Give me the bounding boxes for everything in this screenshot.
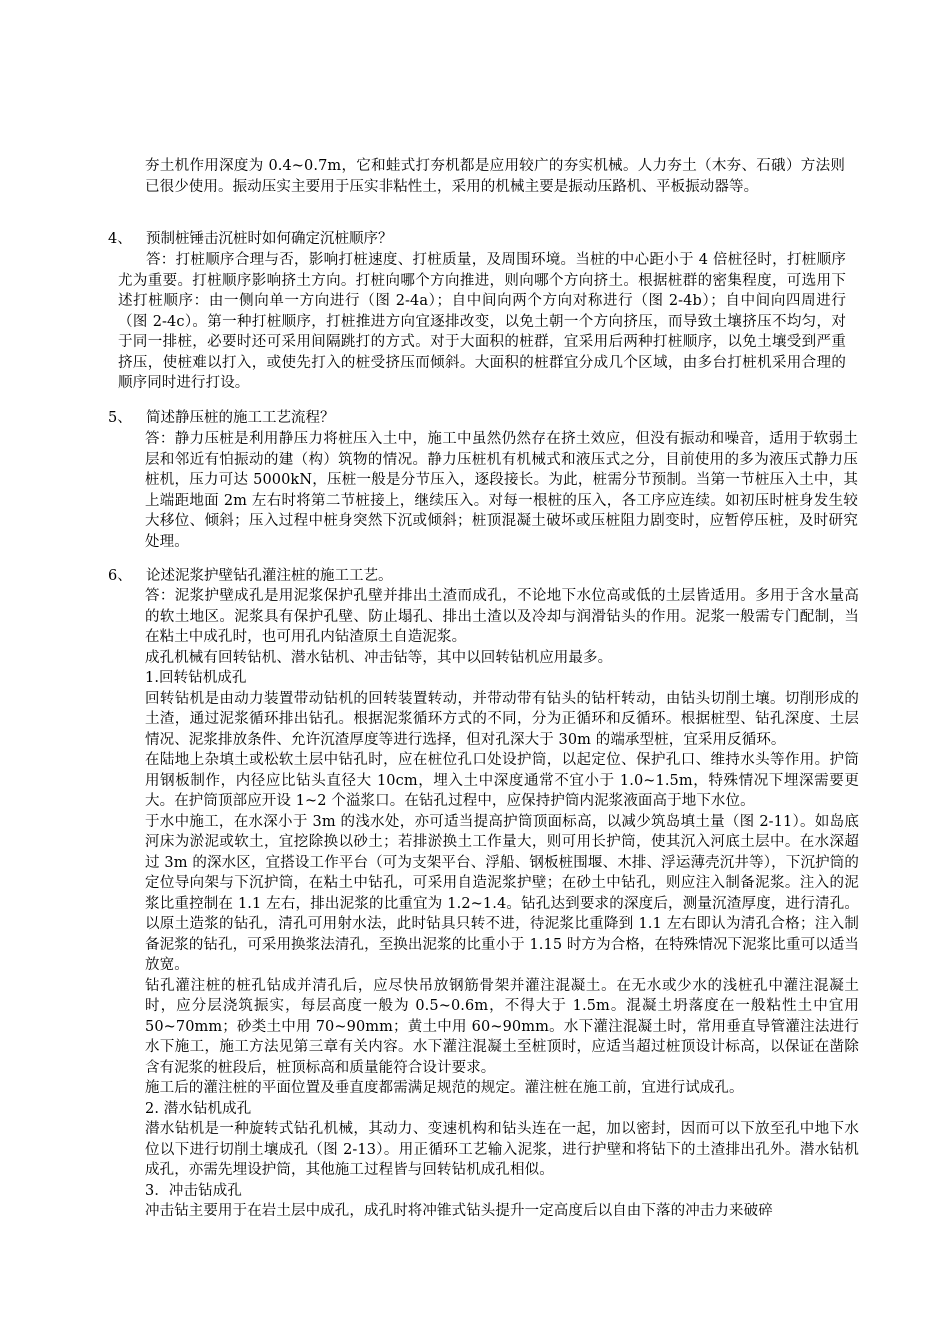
question-4-answer [118, 250, 846, 394]
question-6-answer [145, 586, 859, 1222]
answer-paragraph: 施工后的灌注桩的平面位置及垂直度都需满足规范的规定。灌注桩在施工前，宜进行试成孔。 [145, 1080, 744, 1096]
question-number: 4、 [108, 231, 132, 247]
section-heading: 3．冲击钻成孔 [145, 1182, 242, 1199]
answer-paragraph: 回转钻机是由动力装置带动钻机的回转装置转动，并带动带有钻头的钻杆转动，由钻头切削土壤。切削形成的土渣，通过泥浆循环排出钻孔。根据泥浆循环方式的不同，分为正循环和反循环。根据桩型、钻孔深度、土层情况、泥浆排放条件、允许沉渣厚度等进行选择，但对孔深大于 30m 的端承型桩，宜采用反循环。 [145, 690, 859, 748]
question-number: 6、 [108, 568, 132, 584]
question-title: 简述静压桩的施工工艺流程？ [146, 410, 335, 426]
intro-paragraph: 夯土机作用深度为 0.4~0.7m，它和蛙式打夯机都是应用较广的夯实机械。人力夯土（木夯、石硪）方法则已很少使用。振动压实主要用于压实非粘性土，采用的机械主要是振动压路机、平板振动器等。 [145, 158, 845, 195]
answer-paragraph: 答：静力压桩是利用静压力将桩压入土中，施工中虽然仍然存在挤土效应，但没有振动和噪音，适用于软弱土层和邻近有怕振动的建（构）筑物的情况。静力压桩机有机械式和液压式之分，目前使用的多为液压式静力压桩机，压力可达 5000kN，压桩一般是分节压入，逐段接长。为此，桩需分节预制。当第一节桩压入土中，其上端距地面 2m 左右时将第二节桩接上，继续压入。对每一根桩的压入，各工序应连续。如初压时桩身发生较大移位、倾斜；压入过程中桩身突然下沉或倾斜；桩顶混凝土破坏或压桩阻力剧变时，应暂停压桩，及时研究处理。 [145, 431, 858, 550]
answer-paragraph: 成孔机械有回转钻机、潜水钻机、冲击钻等，其中以回转钻机应用最多。 [145, 649, 613, 666]
answer-paragraph: 答：打桩顺序合理与否，影响打桩速度、打桩质量，及周围环境。当桩的中心距小于 4 倍桩径时，打桩顺序尤为重要。打桩顺序影响挤土方向。打桩向哪个方向推进，则向哪个方向挤土。根据桩群的密集程度，可选用下述打桩顺序：由一侧向单一方向进行（图 2-4a）；自中间向两个方向对称进行（图 2-4b）；自中间向四周进行（图 2-4c）。第一种打桩顺序，打桩推进方向宜逐排改变，以免土朝一个方向挤压，而导致土壤挤压不均匀，对于同一排桩，必要时还可采用间隔跳打的方式。对于大面积的桩群，宜采用后两种打桩顺序，以免土壤受到严重挤压，使桩难以打入，或使先打入的桩受挤压而倾斜。大面积的桩群宜分成几个区域，由多台打桩机采用合理的顺序同时进行打设。 [118, 252, 846, 391]
question-4-heading [108, 229, 393, 250]
question-5-answer [145, 429, 858, 552]
answer-paragraph: 在陆地上杂填土或松软土层中钻孔时，应在桩位孔口处设护筒，以起定位、保护孔口、维持水头等作用。护筒用钢板制作，内径应比钻头直径大 10cm，埋入土中深度通常不宜小于 1.0~1.5m，特殊情况下埋深需要更大。在护筒顶部应开设 1~2 个溢浆口。在钻孔过程中，应保持护筒内泥浆液面高于地下水位。 [145, 752, 859, 809]
question-title: 预制桩锤击沉桩时如何确定沉桩顺序？ [146, 231, 393, 247]
question-title: 论述泥浆护壁钻孔灌注桩的施工工艺。 [146, 568, 393, 584]
section-heading: 1.回转钻机成孔 [145, 670, 247, 686]
question-5-heading [108, 408, 335, 429]
section-heading: 2. 潜水钻机成孔 [145, 1100, 252, 1117]
question-6-heading [108, 566, 393, 587]
answer-paragraph: 答：泥浆护壁成孔是用泥浆保护孔壁并排出土渣而成孔，不论地下水位高或低的土层皆适用。多用于含水量高的软土地区。泥浆具有保护孔壁、防止塌孔、排出土渣以及冷却与润滑钻头的作用。泥浆一般需专门配制，当在粘土中成孔时，也可用孔内钻渣原土自造泥浆。 [145, 588, 859, 645]
answer-paragraph: 钻孔灌注桩的桩孔钻成并清孔后，应尽快吊放钢筋骨架并灌注混凝土。在无水或少水的浅桩孔中灌注混凝土时，应分层浇筑振实，每层高度一般为 0.5~0.6m，不得大于 1.5m。混凝土坍落度在一般粘性土中宜用 50~70mm；砂类土中用 70~90mm；黄土中用 60~90mm。水下灌注混凝土时，常用垂直导管灌注法进行水下施工，施工方法见第三章有关内容。水下灌注混凝土至桩顶时，应适当超过桩顶设计标高，以保证在凿除含有泥浆的桩段后，桩顶标高和质量能符合设计要求。 [145, 977, 859, 1076]
answer-paragraph: 于水中施工，在水深小于 3m 的浅水处，亦可适当提高护筒顶面标高，以减少筑岛填土量（图 2-11）。如岛底河床为淤泥或软土，宜挖除换以砂土；若排淤换土工作量大，则可用长护筒，使其沉入河底土层中。在水深超过 3m 的深水区，宜搭设工作平台（可为支架平台、浮船、钢板桩围堰、木排、浮运薄壳沉井等），下沉护筒的定位导向架与下沉护筒，在粘土中钻孔，可采用自造泥浆护壁；在砂土中钻孔，则应注入制备泥浆。注入的泥浆比重控制在 1.1 左右，排出泥浆的比重宜为 1.2~1.4。钻孔达到要求的深度后，测量沉渣厚度，进行清孔。以原土造浆的钻孔，清孔可用射水法，此时钻具只转不进，待泥浆比重降到 1.1 左右即认为清孔合格；注入制备泥浆的钻孔，可采用换浆法清孔，至换出泥浆的比重小于 1.15 时方为合格，在特殊情况下泥浆比重可以适当放宽。 [145, 813, 859, 973]
answer-paragraph: 潜水钻机是一种旋转式钻孔机械，其动力、变速机构和钻头连在一起，加以密封，因而可以下放至孔中地下水位以下进行切削土壤成孔（图 2-13）。用正循环工艺输入泥浆，进行护壁和将钻下的土渣排出孔外。潜水钻机成孔，亦需先埋设护筒，其他施工过程皆与回转钻机成孔相似。 [145, 1121, 859, 1178]
answer-paragraph: 冲击钻主要用于在岩土层中成孔，成孔时将冲锥式钻头提升一定高度后以自由下落的冲击力来破碎 [145, 1203, 773, 1219]
question-number: 5、 [108, 410, 132, 426]
